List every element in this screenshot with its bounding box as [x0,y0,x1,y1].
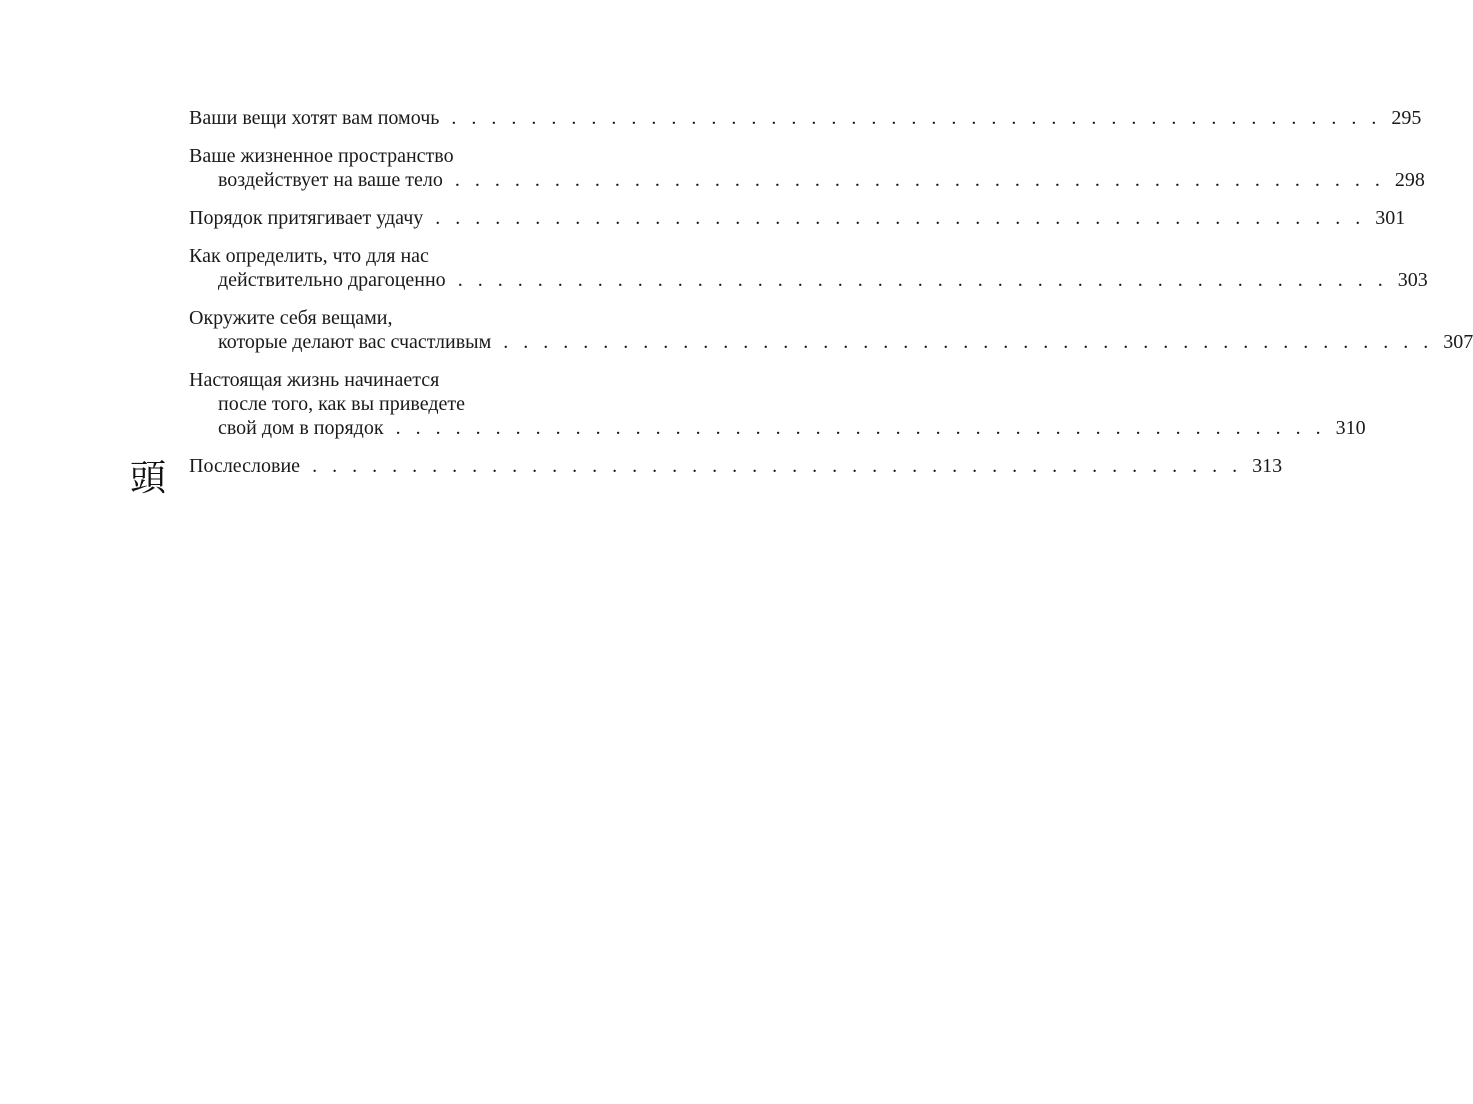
kanji-marker-icon: 頭 [130,458,167,499]
toc-entry-title: Окружите себя вещами, [189,307,393,329]
toc-page-number: 298 [1394,169,1425,191]
dot-leader: . . . . . . . . . . . . . . . . . . . . . . . . . . . . . . . . . . . . . . . . . . . . . . . [435,207,1366,229]
table-of-contents [189,106,1473,492]
toc-entry[interactable] [189,368,1366,440]
toc-entry-title: Порядок притягивает удачу [189,207,424,229]
toc-page-number: 301 [1375,207,1406,229]
toc-page-number: 310 [1335,417,1366,439]
toc-page-number: 303 [1397,269,1428,291]
dot-leader: . . . . . . . . . . . . . . . . . . . . . . . . . . . . . . . . . . . . . . . . . . . . . . . [503,331,1434,353]
toc-page-number: 313 [1252,455,1283,477]
dot-leader: . . . . . . . . . . . . . . . . . . . . . . . . . . . . . . . . . . . . . . . . . . . . . . . [395,417,1326,439]
toc-entry-title: Послесловие [189,455,301,477]
toc-entry-title: Как определить, что для нас [189,245,429,267]
toc-entry[interactable] [189,244,1428,292]
dot-leader: . . . . . . . . . . . . . . . . . . . . . . . . . . . . . . . . . . . . . . . . . . . . . . . [457,269,1388,291]
toc-entry-title-continued: которые делают вас счастливым [218,331,492,353]
dot-leader: . . . . . . . . . . . . . . . . . . . . . . . . . . . . . . . . . . . . . . . . . . . . . . . [454,169,1385,191]
toc-entry-title-continued: воздействует на ваше тело [218,169,443,191]
toc-page-number: 295 [1391,107,1422,129]
toc-entry-title-continued: после того, как вы приведете [218,393,466,415]
toc-entry[interactable] [189,106,1422,130]
toc-entry-line [189,268,1428,292]
dot-leader: . . . . . . . . . . . . . . . . . . . . . . . . . . . . . . . . . . . . . . . . . . . . . . . [451,107,1382,129]
toc-entry-line [189,106,1422,130]
toc-entry-line [189,454,1283,478]
toc-entry-title: Настоящая жизнь начинается [189,369,440,391]
toc-entry-title: Ваше жизненное пространство [189,145,454,167]
toc-entry-title-continued: свой дом в порядок [218,417,384,439]
toc-entry-line [189,330,1473,354]
toc-page-number: 307 [1443,331,1473,353]
toc-entry-line [189,416,1366,440]
toc-entry[interactable] [189,144,1425,192]
toc-entry-afterword[interactable] [189,454,1283,478]
toc-entry-line [189,168,1425,192]
toc-entry[interactable] [189,306,1473,354]
toc-entry[interactable] [189,206,1406,230]
dot-leader: . . . . . . . . . . . . . . . . . . . . . . . . . . . . . . . . . . . . . . . . . . . . . . . [312,455,1243,477]
toc-entry-title: Ваши вещи хотят вам помочь [189,107,440,129]
toc-entry-title-continued: действительно драгоценно [218,269,446,291]
toc-entry-line [189,206,1406,230]
